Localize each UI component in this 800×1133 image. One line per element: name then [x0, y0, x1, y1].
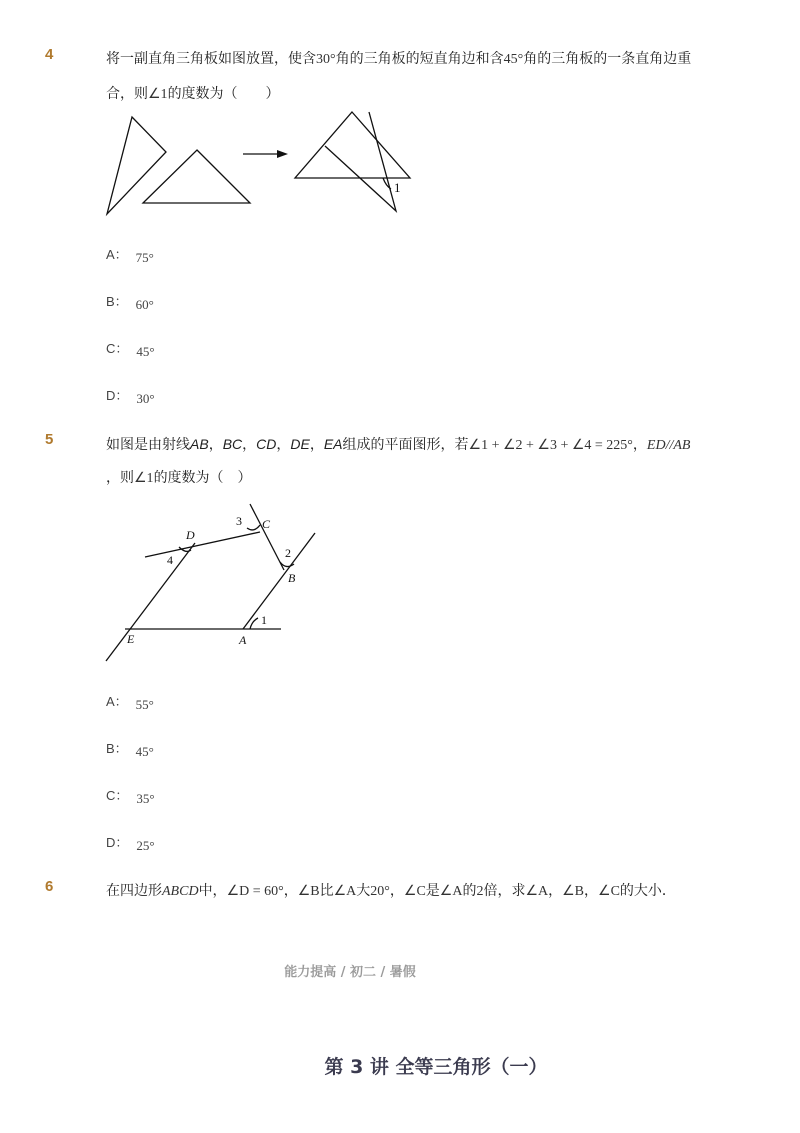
point-label-d: D	[186, 528, 195, 542]
option[interactable]	[106, 785, 155, 804]
option[interactable]	[106, 244, 154, 263]
text-fragment: 中，	[198, 883, 227, 899]
math-equation: ∠1 + ∠2 + ∠3 + ∠4 = 225°	[468, 438, 633, 453]
text-fragment: 角的三角板的一条直角边重	[523, 51, 692, 67]
text-fragment: 比	[319, 883, 334, 899]
text-fragment: 大	[356, 883, 371, 899]
lecture-title: 第 3 讲 全等三角形（一）	[324, 1056, 548, 1078]
question-figure	[100, 500, 330, 670]
triangle-45	[143, 150, 250, 203]
text-fragment: 的大小．	[619, 883, 676, 899]
question-text-line	[106, 881, 676, 902]
math-value: ∠D = 60°	[226, 884, 284, 899]
option-label: B：	[106, 294, 128, 309]
option[interactable]	[106, 691, 154, 710]
text-fragment: 是	[425, 883, 440, 899]
option-label: C：	[106, 788, 129, 803]
text-fragment: 组成的平面图形，若	[342, 437, 469, 453]
option[interactable]	[106, 738, 154, 757]
ray-label: AB	[190, 436, 209, 452]
ray-dc	[145, 532, 260, 557]
math-value: ∠B	[562, 884, 585, 899]
text-fragment: ，	[389, 883, 404, 899]
math-value: ∠A	[439, 884, 463, 899]
math-parallel: ED//AB	[646, 438, 691, 453]
question-figure	[100, 110, 420, 220]
arrow-head	[277, 150, 288, 158]
separator: ，	[208, 437, 223, 453]
option-label: A：	[106, 694, 128, 709]
ray-label: DE	[290, 436, 310, 452]
combined-triangle-30-60	[325, 112, 396, 211]
option-value: 25°	[136, 838, 155, 853]
text-fragment: 的	[462, 883, 477, 899]
option-value: 75°	[135, 250, 154, 265]
separator: ，	[242, 437, 257, 453]
option-value: 60°	[135, 297, 154, 312]
option[interactable]	[106, 832, 155, 851]
angle-arc-3	[247, 525, 260, 530]
question-number: 4	[45, 46, 54, 63]
option[interactable]	[106, 385, 155, 404]
question-text-line	[106, 434, 690, 456]
option-value: 30°	[136, 391, 155, 406]
text-fragment: 角的三角板的短直角边和含	[335, 51, 504, 67]
angle-label: 1	[394, 180, 401, 195]
option-label: B：	[106, 741, 128, 756]
ray-ab	[243, 533, 315, 629]
text-fragment: ，	[584, 883, 599, 899]
text-fragment: 的度数为（ ）	[153, 470, 252, 486]
option-value: 45°	[136, 344, 155, 359]
option-label: C：	[106, 341, 129, 356]
ray-ed	[106, 543, 195, 661]
angle-arc-1	[250, 618, 258, 629]
text-fragment: 合，则	[106, 86, 148, 102]
question-number: 5	[45, 431, 54, 448]
math-value: ∠C	[403, 884, 426, 899]
ray-label: CD	[256, 436, 277, 452]
text-fragment: ，则	[106, 470, 134, 486]
option-label: D：	[106, 388, 129, 403]
math-value: ∠1	[134, 471, 154, 486]
option[interactable]	[106, 338, 155, 357]
option-value: 45°	[135, 744, 154, 759]
ray-label: BC	[222, 436, 243, 452]
option-label: D：	[106, 835, 129, 850]
text-fragment: ，	[283, 883, 298, 899]
angle-label-2: 2	[285, 546, 291, 560]
math-value: 45°	[503, 52, 524, 67]
text-fragment: ，	[548, 883, 563, 899]
text-fragment: 将一副直角三角板如图放置，使含	[106, 51, 316, 67]
text-fragment: 如图是由射线	[106, 437, 190, 453]
page-footer: 能力提高 / 初二 / 暑假	[284, 965, 416, 980]
question-text-line	[106, 84, 280, 105]
point-label-a: A	[239, 633, 247, 647]
math-value: ∠A	[525, 884, 549, 899]
point-label-c: C	[262, 517, 271, 531]
question-text-line	[106, 49, 691, 70]
combined-triangle-45	[295, 112, 410, 178]
math-value: 2	[476, 884, 484, 899]
separator: ，	[276, 437, 291, 453]
point-label-e: E	[127, 632, 135, 646]
angle-label-4: 4	[167, 553, 173, 567]
math-value: ∠B	[297, 884, 320, 899]
text-fragment: 倍，求	[483, 883, 526, 899]
angle-label-3: 3	[236, 514, 242, 528]
angle-label-1: 1	[261, 613, 267, 627]
math-value: ∠C	[598, 884, 620, 899]
point-label-b: B	[288, 571, 296, 585]
option[interactable]	[106, 291, 154, 310]
option-value: 55°	[135, 697, 154, 712]
text-fragment: 在四边形	[106, 883, 162, 899]
question-text-line	[106, 468, 252, 489]
math-value: ∠1	[148, 87, 168, 102]
math-value: 30°	[316, 52, 336, 67]
math-value: ABCD	[162, 884, 199, 899]
option-label: A：	[106, 247, 128, 262]
math-value: 20°	[370, 884, 390, 899]
separator: ，	[309, 437, 324, 453]
ray-cb	[250, 504, 284, 570]
text-fragment: 的度数为（ ）	[167, 86, 280, 102]
separator: ，	[632, 437, 647, 453]
question-number: 6	[45, 878, 54, 895]
ray-label: EA	[323, 436, 343, 452]
option-value: 35°	[136, 791, 155, 806]
math-value: ∠A	[333, 884, 357, 899]
triangle-30-60	[107, 117, 166, 214]
